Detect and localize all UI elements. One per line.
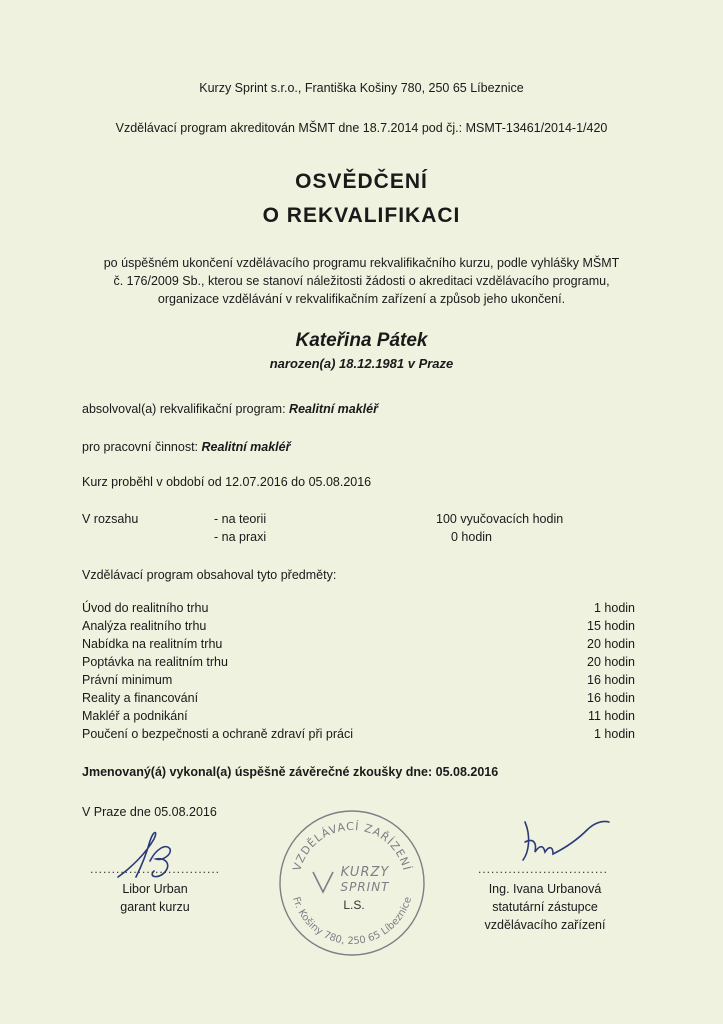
- subject-row: [82, 709, 635, 723]
- subject-name: Poptávka na realitním trhu: [82, 655, 228, 669]
- stamp-logo-line2: SPRINT: [340, 880, 390, 894]
- intro-line-2: č. 176/2009 Sb., kterou se stanoví náležitosti žádosti o akreditaci vzdělávacího programu,: [113, 274, 610, 288]
- stamp-top-text: VZDĚLÁVACÍ ZAŘÍZENÍ: [290, 819, 414, 873]
- theory-label: - na teorii: [214, 512, 267, 526]
- holder-name: Kateřina Pátek: [295, 330, 428, 351]
- subject-name: Úvod do realitního trhu: [82, 601, 209, 615]
- intro-line-3: organizace vzdělávání v rekvalifikačním zařízení a způsob jeho ukončení.: [157, 292, 566, 306]
- right-signatory-role-2: vzdělávacího zařízení: [484, 918, 606, 932]
- subject-name: Analýza realitního trhu: [82, 619, 207, 633]
- school-stamp: [277, 808, 427, 958]
- stamp-logo-mark: [313, 872, 333, 892]
- subject-hours: 16 hodin: [587, 673, 635, 687]
- completed-program-label: absolvoval(a) rekvalifikační program:: [82, 402, 286, 416]
- right-signatory-role: statutární zástupce: [492, 900, 598, 914]
- subject-name: Poučení o bezpečnosti a ochraně zdraví při práci: [82, 727, 353, 741]
- completed-program-value: Realitní makléř: [289, 402, 378, 416]
- right-signature: [505, 808, 625, 868]
- subject-name: Makléř a podnikání: [82, 709, 188, 723]
- subject-row: [82, 691, 635, 705]
- work-activity-label: pro pracovní činnost:: [82, 440, 199, 454]
- practice-label: - na praxi: [214, 530, 267, 544]
- work-activity-value: Realitní makléř: [201, 440, 291, 454]
- holder-birth: narozen(a) 18.12.1981 v Praze: [269, 356, 454, 371]
- stamp-bottom-text: Fr. Košiny 780, 250 65 Líbeznice: [289, 895, 415, 948]
- subject-name: Nabídka na realitním trhu: [82, 637, 223, 651]
- work-activity: [82, 440, 290, 454]
- subject-name: Právní minimum: [82, 673, 173, 687]
- subject-row: [82, 673, 635, 687]
- right-signatory-name: Ing. Ivana Urbanová: [488, 882, 602, 896]
- subject-row: [82, 655, 635, 669]
- stamp-ls: L.S.: [343, 898, 365, 912]
- certificate-title: OSVĚDČENÍ: [295, 170, 428, 193]
- theory-hours: 100 vyučovacích hodin: [436, 512, 564, 526]
- subject-hours: 11 hodin: [587, 709, 635, 723]
- scope-label: V rozsahu: [82, 512, 139, 526]
- subject-hours: 20 hodin: [587, 637, 635, 651]
- right-signatory: [460, 880, 630, 934]
- subject-row: [82, 637, 635, 651]
- subject-name: Reality a financování: [82, 691, 199, 705]
- subject-row: [82, 601, 635, 615]
- left-signatory: [90, 880, 220, 916]
- subject-hours: 15 hodin: [587, 619, 635, 633]
- left-signature-line: ..............................: [90, 862, 221, 876]
- subject-row: [82, 619, 635, 633]
- course-period: Kurz proběhl v období od 12.07.2016 do 05.08.2016: [82, 475, 372, 489]
- subject-hours: 1 hodin: [593, 727, 635, 741]
- left-signatory-name: Libor Urban: [122, 882, 188, 896]
- completed-program: [82, 402, 378, 416]
- intro-line-1: po úspěšném ukončení vzdělávacího programu rekvalifikačního kurzu, podle vyhlášky MŠMT: [103, 256, 620, 270]
- accreditation-line: Vzdělávací program akreditován MŠMT dne 18.7.2014 pod čj.: MSMT-13461/2014-1/420: [115, 121, 608, 135]
- stamp-logo-line1: KURZY: [340, 865, 390, 880]
- left-signatory-role: garant kurzu: [120, 900, 190, 914]
- subject-hours: 1 hodin: [593, 601, 635, 615]
- certificate-subtitle: O REKVALIFIKACI: [262, 204, 461, 227]
- right-signature-line: ..............................: [478, 862, 609, 876]
- exam-statement: Jmenovaný(á) vykonal(a) úspěšně závěrečné zkoušky dne: 05.08.2016: [82, 765, 499, 779]
- place-and-date: V Praze dne 05.08.2016: [82, 805, 217, 819]
- practice-hours: 0 hodin: [451, 530, 493, 544]
- subject-row: [82, 727, 635, 741]
- subjects-heading: Vzdělávací program obsahoval tyto předměty:: [82, 568, 337, 582]
- subject-hours: 16 hodin: [587, 691, 635, 705]
- company-header: Kurzy Sprint s.r.o., Františka Košiny 780, 250 65 Líbeznice: [199, 81, 524, 95]
- subject-hours: 20 hodin: [587, 655, 635, 669]
